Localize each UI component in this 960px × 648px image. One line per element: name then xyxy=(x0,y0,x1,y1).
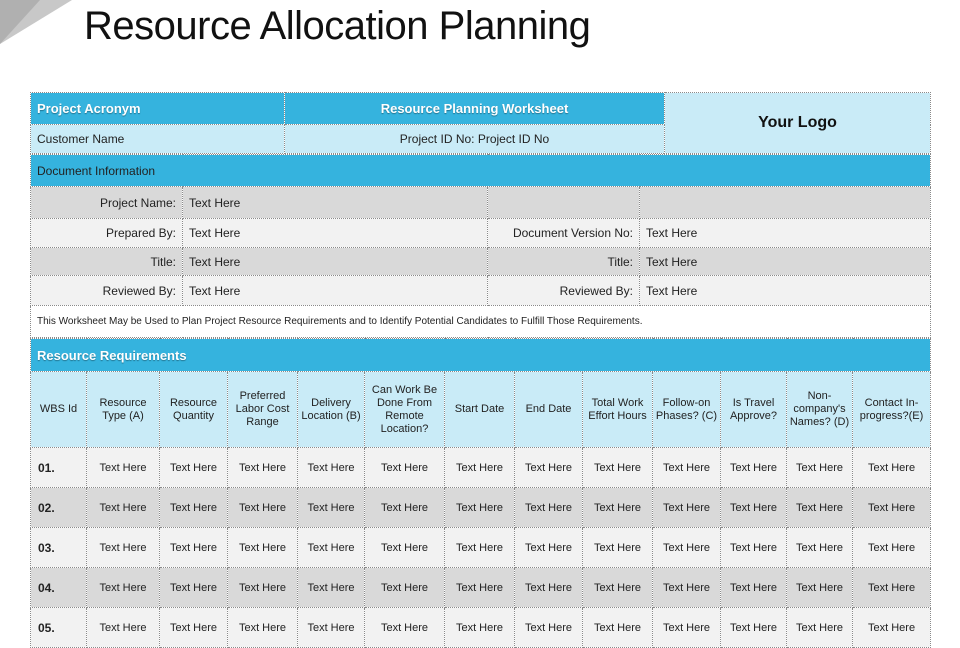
document-info-heading: Document Information xyxy=(31,155,931,187)
wbs-id-cell: 03. xyxy=(31,528,87,568)
table-row xyxy=(31,488,931,528)
table-cell[interactable]: Text Here xyxy=(787,488,853,528)
table-cell[interactable]: Text Here xyxy=(653,568,721,608)
table-cell[interactable]: Text Here xyxy=(445,528,515,568)
reviewed-by-label: Reviewed By: xyxy=(31,276,183,306)
table-cell[interactable]: Text Here xyxy=(298,528,365,568)
table-cell[interactable]: Text Here xyxy=(228,448,298,488)
table-row xyxy=(31,528,931,568)
table-cell[interactable]: Text Here xyxy=(160,568,228,608)
col-non-company-names: Non-company's Names? (D) xyxy=(787,372,853,448)
table-row xyxy=(31,448,931,488)
project-acronym-cell: Project Acronym xyxy=(31,93,285,125)
table-cell[interactable]: Text Here xyxy=(787,608,853,648)
table-cell[interactable]: Text Here xyxy=(445,568,515,608)
table-cell[interactable]: Text Here xyxy=(515,448,583,488)
worksheet-note: This Worksheet May be Used to Plan Project Resource Requirements and to Identify Potential Candidates to Fulfill Those Requirements. xyxy=(31,306,931,338)
table-cell[interactable]: Text Here xyxy=(365,448,445,488)
table-cell[interactable]: Text Here xyxy=(787,528,853,568)
col-delivery-location: Delivery Location (B) xyxy=(298,372,365,448)
wbs-id-cell: 04. xyxy=(31,568,87,608)
col-travel: Is Travel Approve? xyxy=(721,372,787,448)
table-cell[interactable]: Text Here xyxy=(853,488,931,528)
table-cell[interactable]: Text Here xyxy=(721,528,787,568)
project-id-cell: Project ID No: Project ID No xyxy=(285,125,665,154)
table-cell[interactable]: Text Here xyxy=(787,448,853,488)
col-resource-type: Resource Type (A) xyxy=(87,372,160,448)
table-cell[interactable]: Text Here xyxy=(721,488,787,528)
table-cell[interactable]: Text Here xyxy=(228,528,298,568)
table-cell[interactable]: Text Here xyxy=(583,528,653,568)
table-cell[interactable]: Text Here xyxy=(583,448,653,488)
table-cell[interactable]: Text Here xyxy=(160,608,228,648)
resource-requirements-heading: Resource Requirements xyxy=(31,339,931,372)
table-cell[interactable]: Text Here xyxy=(228,488,298,528)
reviewed-by-label-2: Reviewed By: xyxy=(488,276,640,306)
col-resource-quantity: Resource Quantity xyxy=(160,372,228,448)
table-cell[interactable]: Text Here xyxy=(298,568,365,608)
table-cell[interactable]: Text Here xyxy=(653,448,721,488)
table-cell[interactable]: Text Here xyxy=(853,568,931,608)
empty-cell xyxy=(640,187,931,219)
table-cell[interactable]: Text Here xyxy=(653,608,721,648)
table-cell[interactable]: Text Here xyxy=(515,488,583,528)
empty-cell xyxy=(488,187,640,219)
wbs-id-cell: 01. xyxy=(31,448,87,488)
title-value-2[interactable]: Text Here xyxy=(640,248,931,276)
doc-version-label: Document Version No: xyxy=(488,219,640,248)
project-name-value[interactable]: Text Here xyxy=(183,187,488,219)
table-cell[interactable]: Text Here xyxy=(721,608,787,648)
table-cell[interactable]: Text Here xyxy=(445,448,515,488)
page-title: Resource Allocation Planning xyxy=(84,4,591,48)
title-label-2: Title: xyxy=(488,248,640,276)
col-wbs-id: WBS Id xyxy=(31,372,87,448)
table-cell[interactable]: Text Here xyxy=(653,528,721,568)
resource-rows xyxy=(31,448,931,648)
table-cell[interactable]: Text Here xyxy=(87,568,160,608)
table-cell[interactable]: Text Here xyxy=(515,568,583,608)
table-cell[interactable]: Text Here xyxy=(583,488,653,528)
col-start-date: Start Date xyxy=(445,372,515,448)
wbs-id-cell: 02. xyxy=(31,488,87,528)
table-cell[interactable]: Text Here xyxy=(365,528,445,568)
table-cell[interactable]: Text Here xyxy=(721,448,787,488)
document-info-table xyxy=(30,154,931,338)
title-label: Title: xyxy=(31,248,183,276)
table-cell[interactable]: Text Here xyxy=(87,528,160,568)
table-row xyxy=(31,568,931,608)
table-cell[interactable]: Text Here xyxy=(160,528,228,568)
table-cell[interactable]: Text Here xyxy=(583,568,653,608)
worksheet-title-cell: Resource Planning Worksheet xyxy=(285,93,665,125)
table-cell[interactable]: Text Here xyxy=(653,488,721,528)
table-cell[interactable]: Text Here xyxy=(721,568,787,608)
table-cell[interactable]: Text Here xyxy=(787,568,853,608)
corner-decoration-dark xyxy=(0,0,40,44)
reviewed-by-value-2[interactable]: Text Here xyxy=(640,276,931,306)
wbs-id-cell: 05. xyxy=(31,608,87,648)
table-cell[interactable]: Text Here xyxy=(87,488,160,528)
logo-placeholder: Your Logo xyxy=(665,93,931,154)
table-cell[interactable]: Text Here xyxy=(298,448,365,488)
col-labor-cost: Preferred Labor Cost Range xyxy=(228,372,298,448)
table-cell[interactable]: Text Here xyxy=(228,608,298,648)
header-table xyxy=(30,92,931,154)
table-cell[interactable]: Text Here xyxy=(228,568,298,608)
col-contact: Contact In-progress?(E) xyxy=(853,372,931,448)
project-name-label: Project Name: xyxy=(31,187,183,219)
table-cell[interactable]: Text Here xyxy=(853,608,931,648)
table-cell[interactable]: Text Here xyxy=(445,488,515,528)
prepared-by-value[interactable]: Text Here xyxy=(183,219,488,248)
prepared-by-label: Prepared By: xyxy=(31,219,183,248)
table-cell[interactable]: Text Here xyxy=(853,528,931,568)
col-remote-work: Can Work Be Done From Remote Location? xyxy=(365,372,445,448)
table-cell[interactable]: Text Here xyxy=(365,488,445,528)
reviewed-by-value[interactable]: Text Here xyxy=(183,276,488,306)
table-row xyxy=(31,608,931,648)
resource-requirements-table xyxy=(30,338,931,648)
col-work-effort: Total Work Effort Hours xyxy=(583,372,653,448)
col-follow-on: Follow-on Phases? (C) xyxy=(653,372,721,448)
table-cell[interactable]: Text Here xyxy=(298,608,365,648)
col-end-date: End Date xyxy=(515,372,583,448)
table-cell[interactable]: Text Here xyxy=(583,608,653,648)
worksheet xyxy=(30,92,930,648)
doc-version-value[interactable]: Text Here xyxy=(640,219,931,248)
table-cell[interactable]: Text Here xyxy=(515,608,583,648)
table-cell[interactable]: Text Here xyxy=(445,608,515,648)
table-cell[interactable]: Text Here xyxy=(160,448,228,488)
table-cell[interactable]: Text Here xyxy=(298,488,365,528)
table-cell[interactable]: Text Here xyxy=(87,608,160,648)
table-cell[interactable]: Text Here xyxy=(87,448,160,488)
table-cell[interactable]: Text Here xyxy=(515,528,583,568)
table-cell[interactable]: Text Here xyxy=(365,568,445,608)
table-cell[interactable]: Text Here xyxy=(160,488,228,528)
table-cell[interactable]: Text Here xyxy=(365,608,445,648)
table-cell[interactable]: Text Here xyxy=(853,448,931,488)
customer-name-cell: Customer Name xyxy=(31,125,285,154)
title-value[interactable]: Text Here xyxy=(183,248,488,276)
